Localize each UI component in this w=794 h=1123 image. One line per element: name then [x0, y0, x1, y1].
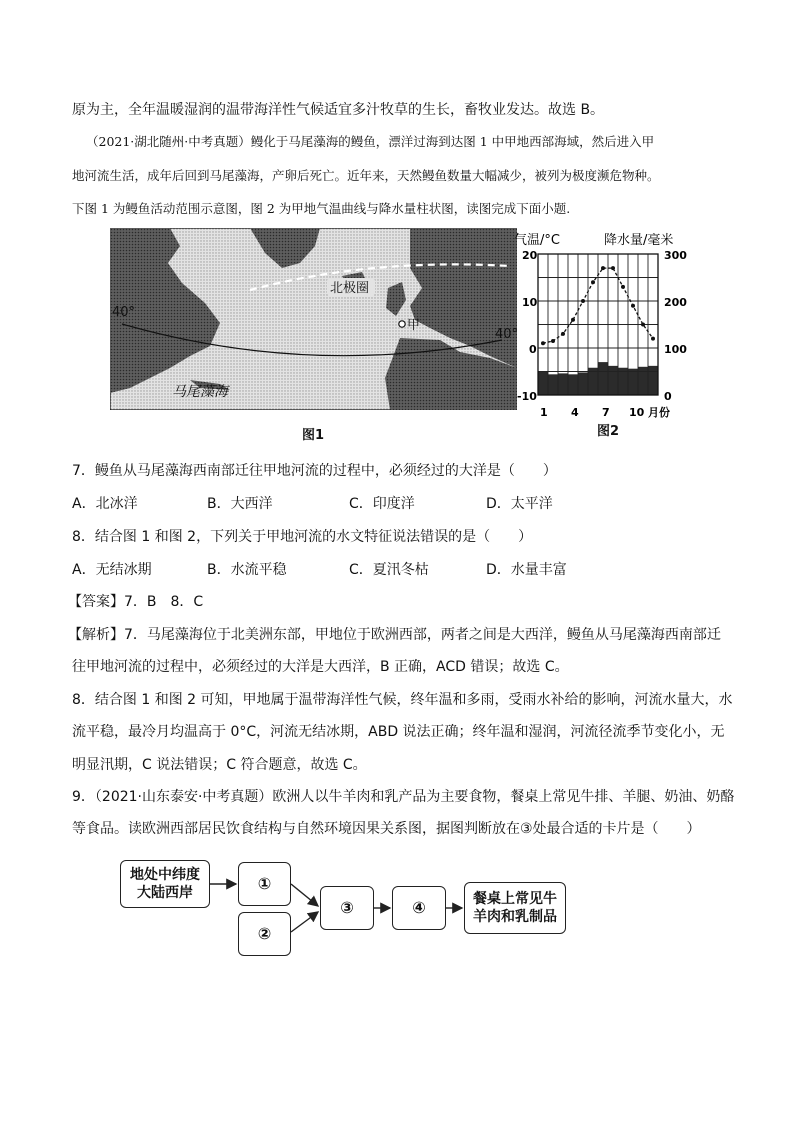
- q7-option-a[interactable]: A．北冰洋: [72, 496, 138, 512]
- temperature-point-8: [611, 266, 615, 270]
- right-tick-100: 100: [664, 343, 687, 356]
- temperature-point-2: [551, 339, 555, 343]
- left-axis-title: 气温/°C: [514, 233, 560, 248]
- question-intro-line-2: 地河流生活，成年后回到马尾藻海，产卵后死亡。近年来，天然鳗鱼数量大幅减少，被列为极度濒危物种。: [72, 168, 660, 183]
- temperature-point-3: [561, 332, 565, 336]
- flow-card-4[interactable]: ④: [392, 886, 446, 930]
- q7-option-d[interactable]: D．太平洋: [486, 496, 553, 512]
- flow-diagram: [110, 850, 590, 960]
- precip-bar-5: [578, 372, 588, 395]
- x-tick-7: 7: [602, 406, 610, 419]
- analysis-line-2: 往甲地河流的过程中，必须经过的大洋是大西洋，B 正确，ACD 错误；故选 C。: [72, 659, 569, 675]
- left-tick-10: 10: [522, 296, 538, 309]
- question-8-stem: 8．结合图 1 和图 2，下列关于甲地河流的水文特征说法错误的是（ ）: [72, 529, 533, 545]
- analysis-line-4: 流平稳，最冷月均温高于 0°C，河流无结冰期，ABD 说法正确；终年温和湿润，河流径流季节变化小，无: [72, 724, 725, 740]
- q8-option-a[interactable]: A．无结冰期: [72, 562, 152, 578]
- right-axis-title: 降水量/毫米: [604, 233, 674, 248]
- precip-bar-11: [638, 367, 648, 395]
- analysis-line-1: 【解析】7．马尾藻海位于北美洲东部，甲地位于欧洲西部，两者之间是大西洋，鳗鱼从马尾藻海西南部迁: [68, 627, 721, 643]
- lat-right-label: 40°: [495, 327, 517, 342]
- figure-2-climate-chart: [508, 228, 708, 424]
- x-tick-10: 10: [629, 406, 645, 419]
- flow-card-3[interactable]: ③: [320, 886, 374, 930]
- analysis-line-3: 8．结合图 1 和图 2 可知，甲地属于温带海洋性气候，终年温和多雨，受雨水补给的影响，河流水量大，水: [72, 692, 733, 708]
- temperature-point-5: [581, 299, 585, 303]
- left-tick-20: 20: [522, 249, 538, 262]
- question-intro-line-1: （2021·湖北随州·中考真题）鳗化于马尾藻海的鳗鱼，漂洋过海到达图 1 中甲地西部海域，然后进入甲: [86, 134, 655, 149]
- flow-start-card: 地处中纬度 大陆西岸: [120, 860, 210, 908]
- precip-bar-7: [598, 362, 608, 395]
- temperature-point-4: [571, 318, 575, 322]
- left-tick-0: 0: [529, 343, 537, 356]
- flow-card-1[interactable]: ①: [238, 862, 291, 906]
- precip-bar-2: [548, 374, 558, 395]
- figure-1-caption: 图1: [302, 428, 325, 443]
- temperature-point-11: [641, 323, 645, 327]
- precip-bar-1: [538, 372, 548, 396]
- arrow-1-to-3: [291, 884, 318, 906]
- q7-option-c[interactable]: C．印度洋: [349, 496, 415, 512]
- text-line-1: 原为主，全年温暖湿润的温带海洋性气候适宜多汁牧草的生长，畜牧业发达。故选 B。: [72, 102, 605, 118]
- right-tick-200: 200: [664, 296, 687, 309]
- figure-1-map: [110, 228, 517, 410]
- right-tick-300: 300: [664, 249, 687, 262]
- x-tick-4: 4: [571, 406, 579, 419]
- lat-left-label: 40°: [112, 305, 136, 320]
- precip-bar-12: [648, 366, 658, 395]
- temperature-point-1: [541, 341, 545, 345]
- flow-card-2[interactable]: ②: [238, 912, 291, 956]
- x-unit: 月份: [648, 406, 670, 419]
- question-intro-line-3: 下图 1 为鳗鱼活动范围示意图，图 2 为甲地气温曲线与降水量柱状图，读图完成下面小题.: [72, 201, 571, 216]
- arctic-circle-label: 北极圈: [330, 281, 370, 296]
- q8-option-c[interactable]: C．夏汛冬枯: [349, 562, 429, 578]
- temperature-point-6: [591, 280, 595, 284]
- left-tick-neg10: -10: [517, 390, 537, 403]
- analysis-line-5: 明显汛期，C 说法错误；C 符合题意，故选 C。: [72, 757, 367, 773]
- place-jia-label: 甲: [407, 318, 421, 333]
- question-7-stem: 7．鳗鱼从马尾藻海西南部迁往甲地河流的过程中，必须经过的大洋是（ ）: [72, 463, 557, 479]
- question-9-line-1: 9．（2021·山东泰安·中考真题）欧洲人以牛羊肉和乳产品为主要食物，餐桌上常见牛排、羊腿、奶油、奶酪: [72, 789, 735, 805]
- precip-bar-3: [558, 373, 568, 395]
- temperature-point-9: [621, 285, 625, 289]
- arrow-2-to-3: [291, 912, 318, 932]
- q7-option-b[interactable]: B．大西洋: [207, 496, 273, 512]
- temperature-point-7: [601, 266, 605, 270]
- temperature-point-12: [651, 337, 655, 341]
- sargasso-sea-label: 马尾藻海: [172, 384, 228, 400]
- q8-option-b[interactable]: B．水流平稳: [207, 562, 287, 578]
- question-9-line-2: 等食品。读欧洲西部居民饮食结构与自然环境因果关系图，据图判断放在③处最合适的卡片是（ ）: [72, 821, 701, 837]
- right-tick-0: 0: [664, 390, 672, 403]
- precip-bar-4: [568, 374, 578, 395]
- figure-2-caption: 图2: [597, 424, 620, 439]
- q8-option-d[interactable]: D．水量丰富: [486, 562, 567, 578]
- answer-line: 【答案】7．B 8．C: [68, 594, 204, 610]
- x-tick-1: 1: [540, 406, 548, 419]
- precip-bar-10: [628, 369, 638, 395]
- flow-end-card: 餐桌上常见牛 羊肉和乳制品: [464, 882, 566, 934]
- temperature-point-10: [631, 304, 635, 308]
- precip-bar-8: [608, 366, 618, 395]
- place-jia-marker: [399, 321, 405, 327]
